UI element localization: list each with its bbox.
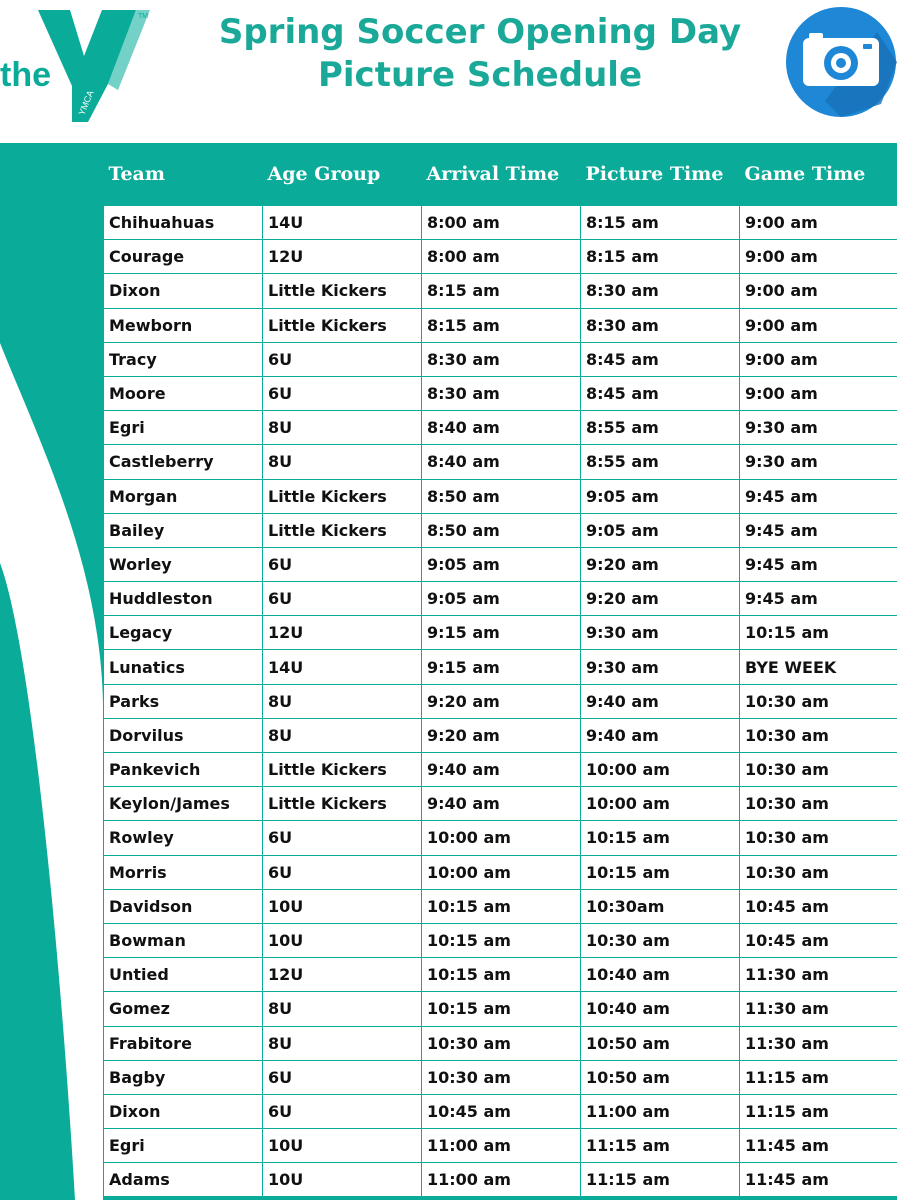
age-group-cell: 6U	[263, 547, 422, 581]
game-time-cell: 11:30 am	[740, 958, 897, 992]
picture-time-cell: 10:40 am	[581, 958, 740, 992]
game-time-cell: BYE WEEK	[740, 650, 897, 684]
table-row	[104, 308, 897, 342]
arrival-time-cell: 9:40 am	[422, 787, 581, 821]
arrival-time-cell: 8:30 am	[422, 376, 581, 410]
schedule-table	[103, 143, 897, 1197]
table-row	[104, 513, 897, 547]
column-header-team: Team	[104, 143, 263, 206]
age-group-cell: Little Kickers	[263, 308, 422, 342]
picture-time-cell: 9:30 am	[581, 650, 740, 684]
age-group-cell: 8U	[263, 684, 422, 718]
picture-time-cell: 9:20 am	[581, 582, 740, 616]
game-time-cell: 11:15 am	[740, 1060, 897, 1094]
table-row	[104, 206, 897, 240]
logo-tm-text: TM	[138, 13, 149, 20]
game-time-cell: 9:30 am	[740, 411, 897, 445]
arrival-time-cell: 10:15 am	[422, 889, 581, 923]
picture-time-cell: 9:05 am	[581, 479, 740, 513]
table-row	[104, 547, 897, 581]
arrival-time-cell: 10:00 am	[422, 855, 581, 889]
game-time-cell: 10:30 am	[740, 753, 897, 787]
team-cell: Egri	[104, 411, 263, 445]
table-row	[104, 274, 897, 308]
arrival-time-cell: 9:05 am	[422, 547, 581, 581]
team-cell: Huddleston	[104, 582, 263, 616]
arrival-time-cell: 9:15 am	[422, 616, 581, 650]
table-row	[104, 855, 897, 889]
picture-time-cell: 10:00 am	[581, 753, 740, 787]
team-cell: Castleberry	[104, 445, 263, 479]
picture-time-cell: 10:40 am	[581, 992, 740, 1026]
page-title-line1: Spring Soccer Opening Day	[218, 12, 742, 52]
game-time-cell: 10:30 am	[740, 787, 897, 821]
game-time-cell: 9:00 am	[740, 206, 897, 240]
age-group-cell: 6U	[263, 1060, 422, 1094]
table-row	[104, 240, 897, 274]
table-row	[104, 1026, 897, 1060]
camera-icon	[785, 6, 897, 118]
table-row	[104, 753, 897, 787]
age-group-cell: 6U	[263, 855, 422, 889]
game-time-cell: 11:45 am	[740, 1163, 897, 1197]
team-cell: Bowman	[104, 923, 263, 957]
arrival-time-cell: 8:15 am	[422, 308, 581, 342]
game-time-cell: 9:45 am	[740, 547, 897, 581]
table-body	[104, 206, 897, 1197]
age-group-cell: 8U	[263, 445, 422, 479]
team-cell: Pankevich	[104, 753, 263, 787]
age-group-cell: 12U	[263, 240, 422, 274]
game-time-cell: 11:15 am	[740, 1094, 897, 1128]
game-time-cell: 9:00 am	[740, 240, 897, 274]
ymca-logo	[0, 4, 150, 122]
arrival-time-cell: 8:40 am	[422, 445, 581, 479]
team-cell: Untied	[104, 958, 263, 992]
table-row	[104, 616, 897, 650]
team-cell: Lunatics	[104, 650, 263, 684]
arrival-time-cell: 8:50 am	[422, 479, 581, 513]
picture-time-cell: 9:40 am	[581, 684, 740, 718]
team-cell: Worley	[104, 547, 263, 581]
team-cell: Dixon	[104, 274, 263, 308]
table-row	[104, 445, 897, 479]
logo-ymca-text: YMCA	[76, 88, 96, 117]
logo-the-text: the	[0, 56, 51, 94]
page-title-line2: Picture Schedule	[317, 55, 642, 95]
game-time-cell: 10:45 am	[740, 889, 897, 923]
team-cell: Davidson	[104, 889, 263, 923]
age-group-cell: 10U	[263, 889, 422, 923]
arrival-time-cell: 8:00 am	[422, 240, 581, 274]
picture-time-cell: 10:15 am	[581, 821, 740, 855]
table-row	[104, 479, 897, 513]
team-cell: Adams	[104, 1163, 263, 1197]
table-row	[104, 411, 897, 445]
picture-time-cell: 8:45 am	[581, 342, 740, 376]
page-header	[0, 0, 897, 143]
age-group-cell: 10U	[263, 1163, 422, 1197]
picture-time-cell: 8:30 am	[581, 308, 740, 342]
arrival-time-cell: 9:40 am	[422, 753, 581, 787]
picture-time-cell: 10:15 am	[581, 855, 740, 889]
age-group-cell: 10U	[263, 923, 422, 957]
game-time-cell: 9:00 am	[740, 274, 897, 308]
picture-time-cell: 10:30am	[581, 889, 740, 923]
arrival-time-cell: 11:00 am	[422, 1163, 581, 1197]
decorative-curve	[0, 143, 110, 1200]
column-header-arrival-time: Arrival Time	[422, 143, 581, 206]
team-cell: Legacy	[104, 616, 263, 650]
age-group-cell: 6U	[263, 342, 422, 376]
age-group-cell: 8U	[263, 1026, 422, 1060]
arrival-time-cell: 10:15 am	[422, 958, 581, 992]
table-row	[104, 582, 897, 616]
arrival-time-cell: 9:20 am	[422, 718, 581, 752]
picture-time-cell: 10:30 am	[581, 923, 740, 957]
arrival-time-cell: 8:00 am	[422, 206, 581, 240]
team-cell: Dorvilus	[104, 718, 263, 752]
arrival-time-cell: 9:05 am	[422, 582, 581, 616]
arrival-time-cell: 8:30 am	[422, 342, 581, 376]
age-group-cell: 14U	[263, 206, 422, 240]
arrival-time-cell: 9:15 am	[422, 650, 581, 684]
picture-time-cell: 11:15 am	[581, 1129, 740, 1163]
team-cell: Dixon	[104, 1094, 263, 1128]
table-row	[104, 718, 897, 752]
game-time-cell: 9:30 am	[740, 445, 897, 479]
team-cell: Egri	[104, 1129, 263, 1163]
age-group-cell: 6U	[263, 376, 422, 410]
team-cell: Morgan	[104, 479, 263, 513]
table-row	[104, 787, 897, 821]
age-group-cell: Little Kickers	[263, 753, 422, 787]
table-row	[104, 889, 897, 923]
arrival-time-cell: 8:15 am	[422, 274, 581, 308]
picture-time-cell: 9:30 am	[581, 616, 740, 650]
picture-time-cell: 9:20 am	[581, 547, 740, 581]
table-row	[104, 992, 897, 1026]
team-cell: Keylon/James	[104, 787, 263, 821]
age-group-cell: Little Kickers	[263, 274, 422, 308]
picture-time-cell: 10:50 am	[581, 1060, 740, 1094]
table-row	[104, 376, 897, 410]
team-cell: Courage	[104, 240, 263, 274]
picture-time-cell: 9:40 am	[581, 718, 740, 752]
game-time-cell: 10:30 am	[740, 684, 897, 718]
game-time-cell: 10:15 am	[740, 616, 897, 650]
game-time-cell: 11:45 am	[740, 1129, 897, 1163]
arrival-time-cell: 10:45 am	[422, 1094, 581, 1128]
picture-time-cell: 8:45 am	[581, 376, 740, 410]
team-cell: Moore	[104, 376, 263, 410]
table-row	[104, 923, 897, 957]
table-row	[104, 1060, 897, 1094]
team-cell: Gomez	[104, 992, 263, 1026]
picture-time-cell: 8:55 am	[581, 445, 740, 479]
picture-time-cell: 11:00 am	[581, 1094, 740, 1128]
team-cell: Morris	[104, 855, 263, 889]
arrival-time-cell: 10:00 am	[422, 821, 581, 855]
table-row	[104, 684, 897, 718]
arrival-time-cell: 9:20 am	[422, 684, 581, 718]
arrival-time-cell: 8:50 am	[422, 513, 581, 547]
picture-time-cell: 11:15 am	[581, 1163, 740, 1197]
picture-time-cell: 8:55 am	[581, 411, 740, 445]
team-cell: Frabitore	[104, 1026, 263, 1060]
team-cell: Rowley	[104, 821, 263, 855]
age-group-cell: 6U	[263, 1094, 422, 1128]
age-group-cell: Little Kickers	[263, 479, 422, 513]
arrival-time-cell: 10:30 am	[422, 1026, 581, 1060]
table-row	[104, 1129, 897, 1163]
team-cell: Parks	[104, 684, 263, 718]
column-header-age-group: Age Group	[263, 143, 422, 206]
game-time-cell: 11:30 am	[740, 1026, 897, 1060]
table-row	[104, 650, 897, 684]
column-header-game-time: Game Time	[740, 143, 897, 206]
arrival-time-cell: 8:40 am	[422, 411, 581, 445]
table-row	[104, 958, 897, 992]
age-group-cell: Little Kickers	[263, 787, 422, 821]
game-time-cell: 10:30 am	[740, 855, 897, 889]
team-cell: Chihuahuas	[104, 206, 263, 240]
age-group-cell: 12U	[263, 616, 422, 650]
arrival-time-cell: 10:15 am	[422, 923, 581, 957]
team-cell: Tracy	[104, 342, 263, 376]
team-cell: Bagby	[104, 1060, 263, 1094]
picture-time-cell: 8:15 am	[581, 240, 740, 274]
picture-time-cell: 8:15 am	[581, 206, 740, 240]
game-time-cell: 9:45 am	[740, 513, 897, 547]
age-group-cell: 8U	[263, 411, 422, 445]
age-group-cell: 6U	[263, 582, 422, 616]
age-group-cell: 8U	[263, 992, 422, 1026]
team-cell: Bailey	[104, 513, 263, 547]
age-group-cell: 12U	[263, 958, 422, 992]
table-row	[104, 1163, 897, 1197]
picture-time-cell: 8:30 am	[581, 274, 740, 308]
picture-time-cell: 10:50 am	[581, 1026, 740, 1060]
age-group-cell: 10U	[263, 1129, 422, 1163]
picture-time-cell: 10:00 am	[581, 787, 740, 821]
game-time-cell: 9:00 am	[740, 376, 897, 410]
age-group-cell: 6U	[263, 821, 422, 855]
table-header-row	[104, 143, 897, 206]
table-row	[104, 1094, 897, 1128]
column-header-picture-time: Picture Time	[581, 143, 740, 206]
game-time-cell: 10:30 am	[740, 821, 897, 855]
team-cell: Mewborn	[104, 308, 263, 342]
age-group-cell: Little Kickers	[263, 513, 422, 547]
arrival-time-cell: 10:15 am	[422, 992, 581, 1026]
game-time-cell: 11:30 am	[740, 992, 897, 1026]
picture-time-cell: 9:05 am	[581, 513, 740, 547]
arrival-time-cell: 11:00 am	[422, 1129, 581, 1163]
game-time-cell: 9:00 am	[740, 308, 897, 342]
arrival-time-cell: 10:30 am	[422, 1060, 581, 1094]
age-group-cell: 14U	[263, 650, 422, 684]
table-row	[104, 821, 897, 855]
game-time-cell: 10:30 am	[740, 718, 897, 752]
game-time-cell: 10:45 am	[740, 923, 897, 957]
table-row	[104, 342, 897, 376]
game-time-cell: 9:45 am	[740, 479, 897, 513]
game-time-cell: 9:00 am	[740, 342, 897, 376]
age-group-cell: 8U	[263, 718, 422, 752]
game-time-cell: 9:45 am	[740, 582, 897, 616]
